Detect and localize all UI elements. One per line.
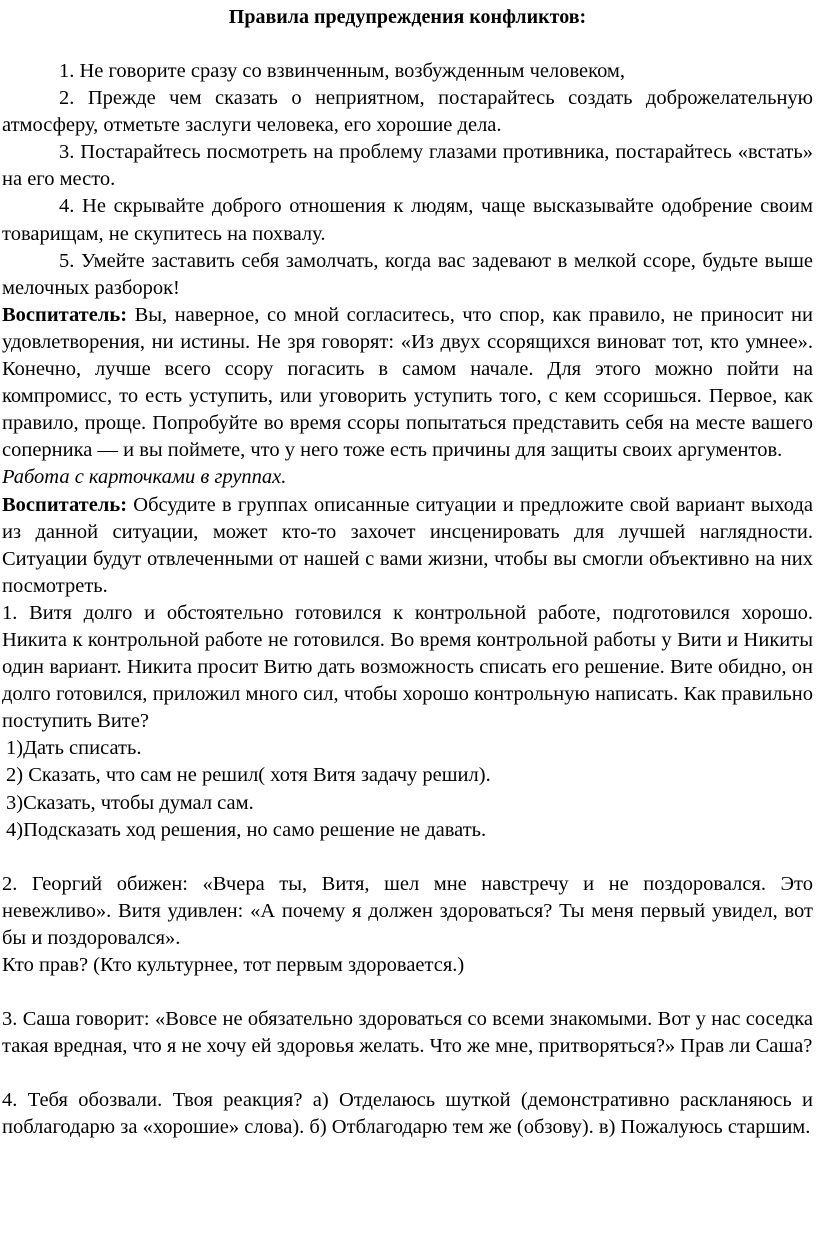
rule-2: 2. Прежде чем сказать о неприятном, постарайтесь создать доброжелательную атмосферу, отметьте заслуги человека, его хорошие дела. [2,87,813,137]
rule-1: 1. Не говорите сразу со взвинченным, возбужденным человеком, [59,60,626,82]
educator-speech-1 [2,302,813,465]
situation-1-text: 1. Витя долго и обстоятельно готовился к контрольной работе, подготовился хорошо. Никита к контрольной работе не готовился. Во время контрольной работы у Вити и Никиты один вариант. Никита просит Витю дать возможность списать его решение. Вите обидно, он долго готовился, приложил много сил, чтобы хорошо контрольную написать. Как правильно поступить Вите? [2,601,813,733]
situation-2-question: Кто прав? (Кто культурнее, тот первым здоровается.) [2,954,465,976]
situation-3-text: 3. Саша говорит: «Вовсе не обязательно здороваться со всеми знакомыми. Вот у нас соседка такая вредная, что я не хочу ей здоровья желать. Что же мне, притворяться?» Прав ли Саша? [2,1008,813,1058]
speaker-label: Воспитатель: [2,493,128,516]
speech-text: Обсудите в группах описанные ситуации и предложите свой вариант выхода из данной ситуации, может кто-то захочет инсценировать для лучшей наглядности. Ситуации будут отвлеченными от нашей с вами жизни, чтобы вы смогли объективно на них посмотреть. [2,493,813,597]
situation-1-option-4: 4)Подсказать ход решения, но само решение не давать. [6,818,487,841]
educator-speech-2 [2,492,813,600]
section-heading: Работа с карточками в группах. [2,466,287,489]
rule-3: 3. Постарайтесь посмотреть на проблему глазами противника, постарайтесь «встать» на его место. [2,141,813,191]
situation-1-option-3: 3)Сказать, чтобы думал сам. [6,791,254,814]
rule-4: 4. Не скрывайте доброго отношения к людям, чаще высказывайте одобрение своим товарищам, не скупитесь на похвалу. [2,195,813,245]
rule-5: 5. Умейте заставить себя замолчать, когда вас задевают в мелкой ссоре, будьте выше мелочных разборок! [2,249,813,299]
situation-1-option-1: 1)Дать списать. [6,737,142,760]
paragraph-gap [2,844,813,871]
speech-text: Вы, наверное, со мной согласитесь, что спор, как правило, не приносит ни удовлетворения, ни истины. Не зря говорят: «Из двух ссорящихся виноват тот, кто умнее». Конечно, лучше всего ссору погасить в самом начале. Для этого можно пойти на компромисс, то есть уступить, или уговорить уступить того, с кем ссоришься. Первое, как правило, проще. Попробуйте во время ссоры попытаться представить себя на месте вашего соперника — и вы поймете, что у него тоже есть причины для защиты своих аргументов. [2,303,813,462]
situation-1-option-2: 2) Сказать, что сам не решил( хотя Витя задачу решил). [6,764,491,787]
situation-4-text: 4. Тебя обозвали. Твоя реакция? а) Отделаюсь шуткой (демонстративно раскланяюсь и поблагодарю за «хорошие» слова). б) Отблагодарю тем же (обзову). в) Пожалуюсь старшим. [2,1089,813,1139]
paragraph-gap [2,1060,813,1087]
document-title: Правила предупреждения конфликтов: [228,6,587,28]
paragraph-gap [2,979,813,1006]
speaker-label: Воспитатель: [2,303,128,326]
situation-2-text: 2. Георгий обижен: «Вчера ты, Витя, шел мне навстречу и не поздоровался. Это невежливо». Витя удивлен: «А почему я должен здороваться? Ты меня первый увидел, вот бы и поздоровался». [2,872,813,949]
